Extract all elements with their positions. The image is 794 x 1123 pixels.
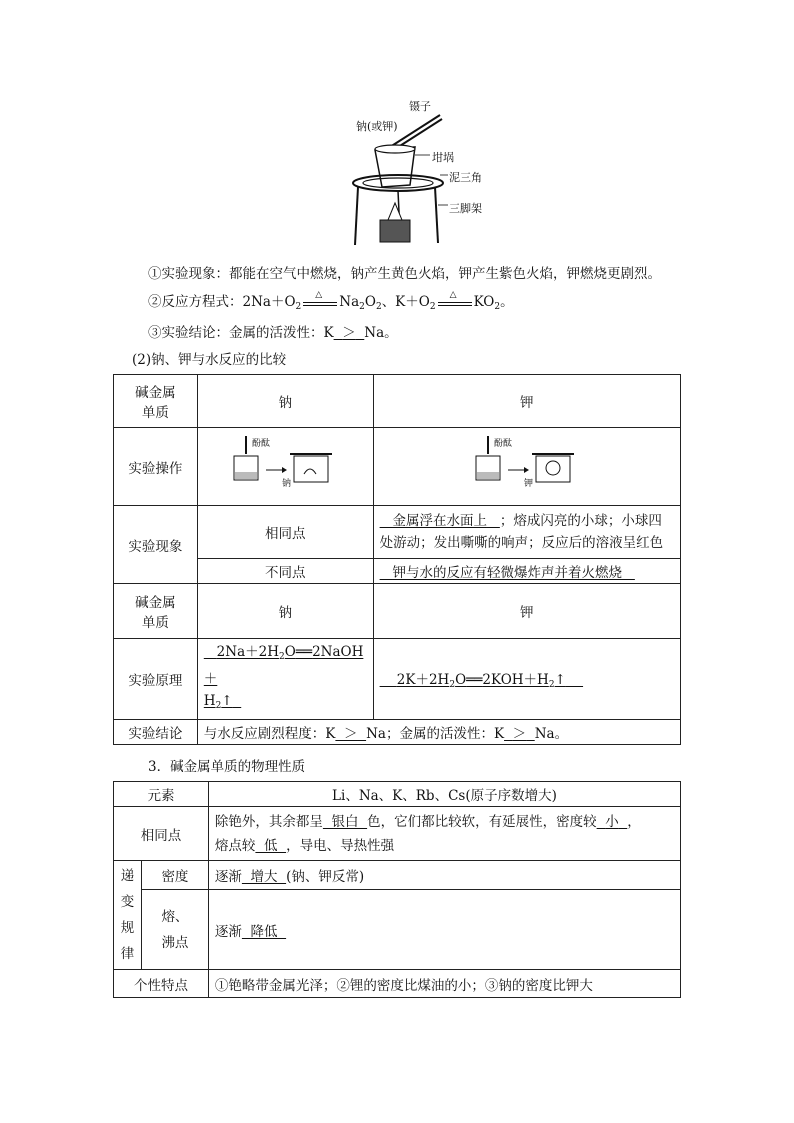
- same-label: 相同点: [114, 807, 209, 861]
- label-tripod: 三脚架: [449, 202, 482, 215]
- label-tweezers: 镊子: [409, 100, 431, 113]
- label-crucible: 坩埚: [432, 151, 454, 164]
- header2-alkali-metal: 碱金属 单质: [114, 584, 198, 639]
- density-content: 逐渐 增大 (钠、钾反常): [208, 861, 680, 890]
- density-label: 密度: [141, 861, 208, 890]
- burn-conclusion: ③实验结论：金属的活泼性：K ＞ Na。: [148, 325, 398, 341]
- header-k: 钾: [373, 375, 680, 428]
- water-reaction-table: [113, 374, 681, 745]
- svg-text:酚酞: 酚酞: [493, 438, 512, 449]
- physical-properties-table: [113, 781, 681, 998]
- special-content: ①铯略带金属光泽；②锂的密度比煤油的小；③钠的密度比钾大: [208, 970, 680, 998]
- conclusion-content: 与水反应剧烈程度：K ＞ Na；金属的活泼性：K ＞ Na。: [197, 720, 680, 745]
- header2-na: 钠: [197, 584, 373, 639]
- same-content: 除铯外，其余都呈 银白 色，它们都比较软，有延展性，密度较 小 ， 熔点较 低 ，导电、导热性强: [208, 807, 680, 861]
- na-equation: $2Na+2H_2O══2NaOH+$ $H_2↑$: [197, 639, 373, 720]
- element-label: 元素: [114, 782, 209, 807]
- trend-label: 递 变 规 律: [114, 861, 142, 970]
- na-operation-figure: [197, 428, 373, 506]
- header2-k: 钾: [373, 584, 680, 639]
- diff-point-label: 不同点: [197, 559, 373, 584]
- svg-text:钠: 钠: [282, 478, 292, 489]
- melting-boiling-content: 逐渐 降低: [208, 890, 680, 970]
- row-principle-label: 实验原理: [114, 639, 198, 720]
- special-label: 个性特点: [114, 970, 209, 998]
- k-equation: $2K+2H_2O══2KOH+H_2↑$: [373, 639, 680, 720]
- melting-boiling-label: 熔、 沸点: [141, 890, 208, 970]
- header-na: 钠: [197, 375, 373, 428]
- elements-list: Li、Na、K、Rb、Cs(原子序数增大): [208, 782, 680, 807]
- row-operation-label: 实验操作: [114, 428, 198, 506]
- section-phys-title: 3．碱金属单质的物理性质: [148, 759, 306, 775]
- svg-text:钾: 钾: [523, 478, 533, 489]
- label-clay-triangle: 泥三角: [449, 171, 482, 184]
- burn-equation: ②反应方程式：$2Na+O_2$ △ $Na_2O_2$、$K+O_2$ △ $KO_2$。: [148, 289, 514, 312]
- section-water-title: (2)钠、钾与水反应的比较: [132, 352, 287, 368]
- diff-point-content: 钾与水的反应有轻微爆炸声并着火燃烧: [373, 559, 680, 584]
- row-phenomenon-label: 实验现象: [114, 506, 198, 584]
- svg-text:酚酞: 酚酞: [252, 438, 271, 449]
- header-alkali-metal: 碱金属 单质: [114, 375, 198, 428]
- label-metal: 钠(或钾): [356, 120, 398, 133]
- burn-phenomenon: ①实验现象：都能在空气中燃烧，钠产生黄色火焰，钾产生紫色火焰，钾燃烧更剧烈。: [148, 266, 661, 282]
- same-point-label: 相同点: [197, 506, 373, 559]
- row-conclusion-label: 实验结论: [114, 720, 198, 745]
- same-point-content: 金属浮在水面上 ；熔成闪亮的小球；小球四 处游动；发出嘶嘶的响声；反应后的溶液呈红色: [373, 506, 680, 559]
- k-operation-figure: [373, 428, 680, 506]
